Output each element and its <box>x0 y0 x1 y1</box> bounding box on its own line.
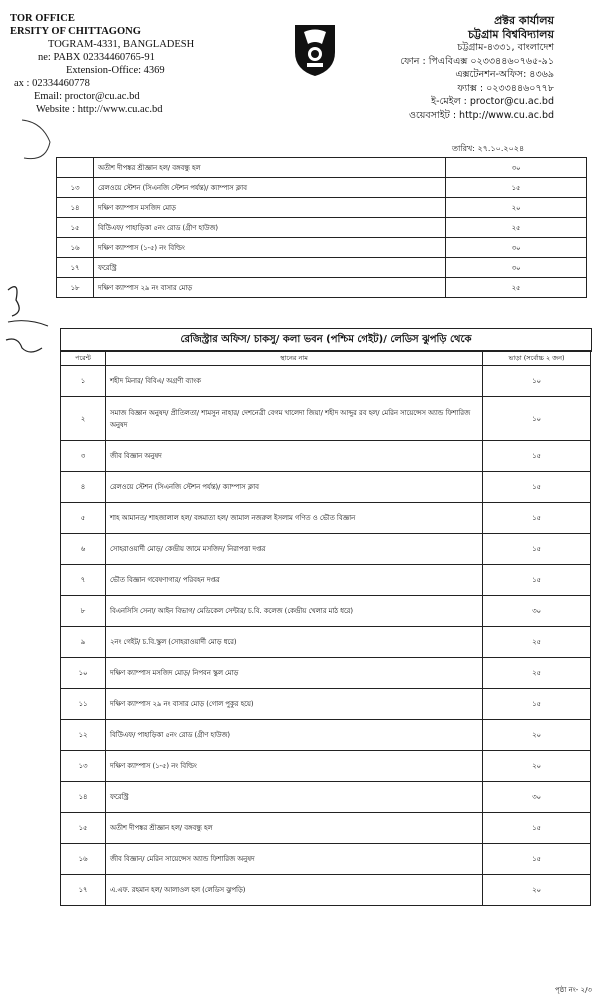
table-row <box>61 658 591 689</box>
fare-cell: ১৫ <box>483 534 591 565</box>
place-cell: শাহ আমানত/ শাহজালাল হল/ বঙ্গমাতা হল/ জামাল নজরুল ইসলাম গণিত ও ভৌত বিজ্ঞান <box>106 503 483 534</box>
serial-cell: ৯ <box>61 627 106 658</box>
table-row <box>57 178 587 198</box>
table-row <box>61 689 591 720</box>
col-header-fare: ভাড়া (সর্বোচ্চ ২ জন) <box>483 351 591 366</box>
fare-cell: ১৫ <box>483 472 591 503</box>
university-name-bn: চট্টগ্রাম বিশ্ববিদ্যালয় <box>468 27 554 41</box>
office-name: TOR OFFICE <box>10 13 75 24</box>
header-right-block <box>400 14 554 122</box>
table-row <box>61 627 591 658</box>
serial-cell: ১৮ <box>57 278 94 298</box>
table-row <box>61 441 591 472</box>
table-row <box>57 238 587 258</box>
serial-cell: ১৭ <box>57 258 94 278</box>
place-cell: জীব বিজ্ঞান/ মেরিন সায়েন্সেস অ্যান্ড ফিশারিজ অনুষদ <box>106 844 483 875</box>
table-row <box>61 875 591 906</box>
place-cell: সোহরাওয়ার্দী মোড়/ কেন্দ্রীয় জামে মসজিদ/ নিরাপত্তা দপ্তর <box>106 534 483 565</box>
serial-cell: ১৩ <box>61 751 106 782</box>
fare-cell: ১৫ <box>483 503 591 534</box>
extension-bn: এক্সটেনশন-অফিস: ৪৩৬৯ <box>455 69 554 80</box>
place-cell: দক্ষিণ ক্যাম্পাস মসজিদ মোড় <box>94 198 446 218</box>
address-bn: চট্টগ্রাম-৪৩৩১, বাংলাদেশ <box>457 42 554 53</box>
table-row <box>61 397 591 441</box>
serial-cell: ১৫ <box>61 813 106 844</box>
serial-cell: ১১ <box>61 689 106 720</box>
fax: ax : 02334460778 <box>14 78 90 89</box>
fare-cell: ১৫ <box>483 441 591 472</box>
serial-cell: ১ <box>61 366 106 397</box>
fare-cell: ৩০ <box>446 158 587 178</box>
fare-cell: ১০ <box>483 397 591 441</box>
place-cell: দক্ষিণ ক্যাম্পাস (১-৫) নং বিল্ডিং <box>94 238 446 258</box>
fare-cell: ২৫ <box>446 218 587 238</box>
place-cell: সমাজ বিজ্ঞান অনুষদ/ প্রীতিলতা/ শামসুন নাহার/ দেশনেত্রী বেগম খালেদা জিয়া/ শহীদ আব্দুর রব হল/ মেরিন সায়েন্সেস অ্যান্ড ফিশারিজ অনুষদ <box>106 397 483 441</box>
place-cell: অতীশ দীপঙ্কর শ্রীজ্ঞান হল/ বঙ্গবন্ধু হল <box>106 813 483 844</box>
website: Website : http://www.cu.ac.bd <box>36 104 163 115</box>
fare-cell: ১৫ <box>446 178 587 198</box>
table-row <box>61 596 591 627</box>
table-row <box>61 565 591 596</box>
table-row <box>57 218 587 238</box>
university-name: ERSITY OF CHITTAGONG <box>10 26 141 37</box>
serial-cell: ২ <box>61 397 106 441</box>
document-date: তারিখ: ২৭.১০.২০২৪ <box>452 144 525 153</box>
university-logo <box>292 22 338 78</box>
table-row <box>61 844 591 875</box>
phone-bn: ফোন : পিএবিএক্স ০২৩৩৪৪৬০৭৬৫-৯১ <box>400 55 554 67</box>
fare-cell: ৩০ <box>483 782 591 813</box>
table-row <box>61 720 591 751</box>
section-title: রেজিস্ট্রার অফিস/ চাকসু/ কলা ভবন (পশ্চিম গেইট)/ লেডিস ঝুপড়ি থেকে <box>60 328 592 352</box>
email: Email: proctor@cu.ac.bd <box>34 91 140 102</box>
fare-cell: ১০ <box>483 366 591 397</box>
serial-cell: ১৪ <box>57 198 94 218</box>
table-row <box>57 158 587 178</box>
serial-cell: ৩ <box>61 441 106 472</box>
serial-cell <box>57 158 94 178</box>
serial-cell: ৮ <box>61 596 106 627</box>
fare-cell: ১৫ <box>483 689 591 720</box>
table-row <box>57 278 587 298</box>
place-cell: দক্ষিণ ক্যাম্পাস (১-৫) নং বিল্ডিং <box>106 751 483 782</box>
address: TOGRAM-4331, BANGLADESH <box>48 39 195 50</box>
website-bn: ওয়েবসাইট : http://www.cu.ac.bd <box>408 109 554 121</box>
fare-cell: ২০ <box>483 751 591 782</box>
fare-cell: ২৫ <box>446 278 587 298</box>
email-bn: ই-মেইল : proctor@cu.ac.bd <box>431 96 554 107</box>
fare-cell: ১৫ <box>483 565 591 596</box>
place-cell: দক্ষিণ ক্যাম্পাস ২৯ নং বাসার মোড় <box>94 278 446 298</box>
place-cell: শহীদ মিনার/ বিবিএ/ অগ্রণী ব্যাংক <box>106 366 483 397</box>
fare-cell: ২৫ <box>483 627 591 658</box>
fare-table-continued <box>56 157 587 298</box>
place-cell: ভৌত বিজ্ঞান গবেষণাগার/ পরিবহন দপ্তর <box>106 565 483 596</box>
fare-table-registrar <box>60 350 591 906</box>
place-cell: দক্ষিণ ক্যাম্পাস ২৯ নং বাসার মোড় (গোল পুকুর হয়ে) <box>106 689 483 720</box>
fare-cell: ২০ <box>483 720 591 751</box>
serial-cell: ১৩ <box>57 178 94 198</box>
serial-cell: ৭ <box>61 565 106 596</box>
place-cell: বিউিএফ/ পাহাড়িকা ৫নং রোড (গ্রীণ হাউজ) <box>106 720 483 751</box>
place-cell: ২নং গেইট/ চ.বি.স্কুল (সোহরাওয়ার্দী মোড় ধরে) <box>106 627 483 658</box>
serial-cell: ১৪ <box>61 782 106 813</box>
fare-cell: ১৫ <box>483 844 591 875</box>
table-row <box>57 198 587 218</box>
place-cell: এ.এফ. রহমান হল/ আলাওল হল (লেডিস ঝুপড়ি) <box>106 875 483 906</box>
office-name-bn: প্রক্টর কার্যালয় <box>494 14 554 27</box>
place-cell: বিএনসিসি সেনা/ আইন বিভাগ/ মেডিকেল সেন্টার/ চ.বি. কলেজ (কেন্দ্রীয় খেলার মাঠ ধরে) <box>106 596 483 627</box>
phone: ne: PABX 02334460765-91 <box>38 52 155 63</box>
table-row <box>61 751 591 782</box>
table-row <box>61 782 591 813</box>
page-number: পৃষ্ঠা নং- ২/৩ <box>555 986 592 994</box>
table-row <box>61 534 591 565</box>
place-cell: রেলওয়ে স্টেশন (সিএনজি স্টেশন পর্যন্ত)/ ক্যাম্পাস ক্লাব <box>94 178 446 198</box>
fare-cell: ২৫ <box>483 658 591 689</box>
serial-cell: ১৬ <box>57 238 94 258</box>
serial-cell: ৫ <box>61 503 106 534</box>
extension: Extension-Office: 4369 <box>66 65 165 76</box>
place-cell: রেলওয়ে স্টেশন (সিএনজি স্টেশন পর্যন্ত)/ ক্যাম্পাস ক্লাব <box>106 472 483 503</box>
table-header-row <box>61 351 591 366</box>
fare-cell: ২০ <box>483 875 591 906</box>
serial-cell: ১০ <box>61 658 106 689</box>
fare-cell: ৩০ <box>446 258 587 278</box>
col-header-place: স্থানের নাম <box>106 351 483 366</box>
place-cell: ফরেস্ট্রি <box>94 258 446 278</box>
fare-cell: ৩০ <box>446 238 587 258</box>
fax-bn: ফ্যাক্স : ০২৩৩৪৪৬০৭৭৮ <box>457 82 554 94</box>
place-cell: জীব বিজ্ঞান অনুষদ <box>106 441 483 472</box>
table-row <box>57 258 587 278</box>
fare-cell: ১৫ <box>483 813 591 844</box>
table-row <box>61 813 591 844</box>
serial-cell: ১২ <box>61 720 106 751</box>
place-cell: বিউিএফ/ পাহাড়িকা ৫নং রোড (গ্রীণ হাউজ) <box>94 218 446 238</box>
header-left-block <box>10 12 194 116</box>
serial-cell: ১৬ <box>61 844 106 875</box>
fare-cell: ২০ <box>446 198 587 218</box>
place-cell: দক্ষিণ ক্যাম্পাস মসজিদ মোড়/ নিপবন স্কুল মোড় <box>106 658 483 689</box>
serial-cell: ১৫ <box>57 218 94 238</box>
table-row <box>61 366 591 397</box>
col-header-serial: পরেন্ট <box>61 351 106 366</box>
table-row <box>61 503 591 534</box>
fare-cell: ৩০ <box>483 596 591 627</box>
place-cell: অতীশ দীপঙ্কর শ্রীজ্ঞান হল/ বঙ্গবন্ধু হল <box>94 158 446 178</box>
place-cell: ফরেস্ট্রি <box>106 782 483 813</box>
table-row <box>61 472 591 503</box>
serial-cell: ৬ <box>61 534 106 565</box>
handwritten-marks <box>2 112 62 372</box>
serial-cell: ৪ <box>61 472 106 503</box>
serial-cell: ১৭ <box>61 875 106 906</box>
